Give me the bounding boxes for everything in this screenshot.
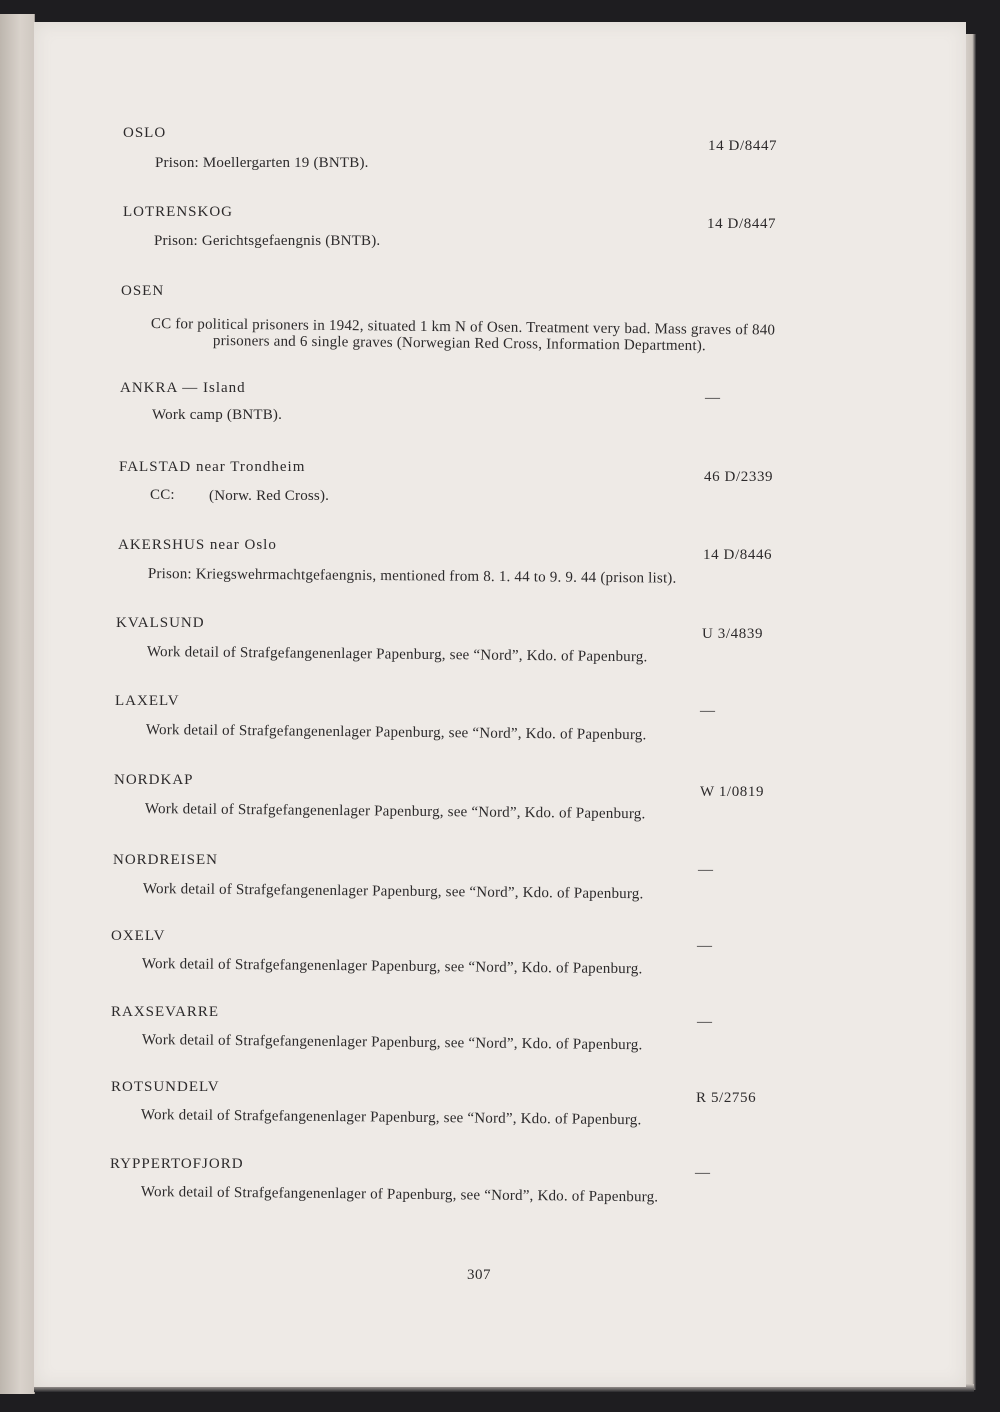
entry-reference: — — [698, 862, 714, 878]
entry-reference: — — [695, 1165, 711, 1181]
entry-heading: LAXELV — [115, 693, 180, 709]
facing-page-edge — [0, 14, 35, 1394]
entry-heading: NORDREISEN — [113, 852, 219, 868]
entry-reference: 14 D/8446 — [703, 547, 773, 563]
entry-reference: 14 D/8447 — [708, 138, 778, 154]
entry-description: Work detail of Strafgefangenenlager Papenburg, see “Nord”, Kdo. of Papenburg. — [142, 881, 644, 903]
entry-description: Prison: Moellergarten 19 (BNTB). — [155, 155, 369, 171]
entry-description: Prison: Kriegswehrmachtgefaengnis, mentioned from 8. 1. 44 to 9. 9. 44 (prison list). — [147, 566, 677, 587]
entry-heading: LOTRENSKOG — [123, 204, 233, 220]
entry-description: Work detail of Strafgefangenenlager of Papenburg, see “Nord”, Kdo. of Papenburg. — [140, 1184, 659, 1206]
entry-reference: — — [697, 938, 713, 954]
entry-description-line: CC for political prisoners in 1942, situated 1 km N of Osen. Treatment very bad. Mass graves of 840 — [150, 316, 776, 339]
entry-description-line: prisoners and 6 single graves (Norwegian Red Cross, Information Department). — [212, 333, 706, 355]
entry-reference: W 1/0819 — [700, 784, 765, 800]
entry-heading: NORDKAP — [114, 772, 194, 788]
entry-reference: 14 D/8447 — [707, 216, 777, 232]
entry-heading: ANKRA — Island — [120, 380, 246, 396]
entry-description-label: CC: — [150, 487, 175, 503]
entry-description: Work detail of Strafgefangenenlager Papenburg, see “Nord”, Kdo. of Papenburg. — [141, 956, 643, 978]
entry-description: Work camp (BNTB). — [152, 407, 283, 423]
entry-heading: RAXSEVARRE — [111, 1004, 220, 1020]
entry-description: Work detail of Strafgefangenenlager Papenburg, see “Nord”, Kdo. of Papenburg. — [144, 801, 646, 823]
entry-heading: OSEN — [121, 283, 165, 299]
entry-heading: OXELV — [111, 928, 166, 944]
entry-reference: — — [700, 703, 716, 719]
entry-description: Work detail of Strafgefangenenlager Papenburg, see “Nord”, Kdo. of Papenburg. — [145, 722, 647, 744]
entry-description: (Norw. Red Cross). — [209, 488, 330, 504]
entry-description: Prison: Gerichtsgefaengnis (BNTB). — [154, 233, 381, 249]
entry-reference: R 5/2756 — [696, 1090, 757, 1106]
entry-heading: FALSTAD near Trondheim — [119, 459, 306, 475]
page-number: 307 — [467, 1267, 491, 1283]
entry-description: Work detail of Strafgefangenenlager Papenburg, see “Nord”, Kdo. of Papenburg. — [141, 1032, 643, 1054]
entry-heading: OSLO — [123, 125, 167, 141]
entry-reference: 46 D/2339 — [704, 469, 774, 485]
entry-heading: ROTSUNDELV — [111, 1079, 220, 1095]
entry-reference: U 3/4839 — [702, 626, 764, 642]
entry-description: Work detail of Strafgefangenenlager Papenburg, see “Nord”, Kdo. of Papenburg. — [146, 644, 648, 666]
entry-heading: AKERSHUS near Oslo — [118, 537, 277, 553]
entry-reference: — — [705, 390, 721, 406]
entry-heading: KVALSUND — [116, 615, 205, 631]
entry-description: Work detail of Strafgefangenenlager Papenburg, see “Nord”, Kdo. of Papenburg. — [140, 1107, 642, 1129]
entry-reference: — — [697, 1014, 713, 1030]
entry-heading: RYPPERTOFJORD — [110, 1156, 244, 1172]
